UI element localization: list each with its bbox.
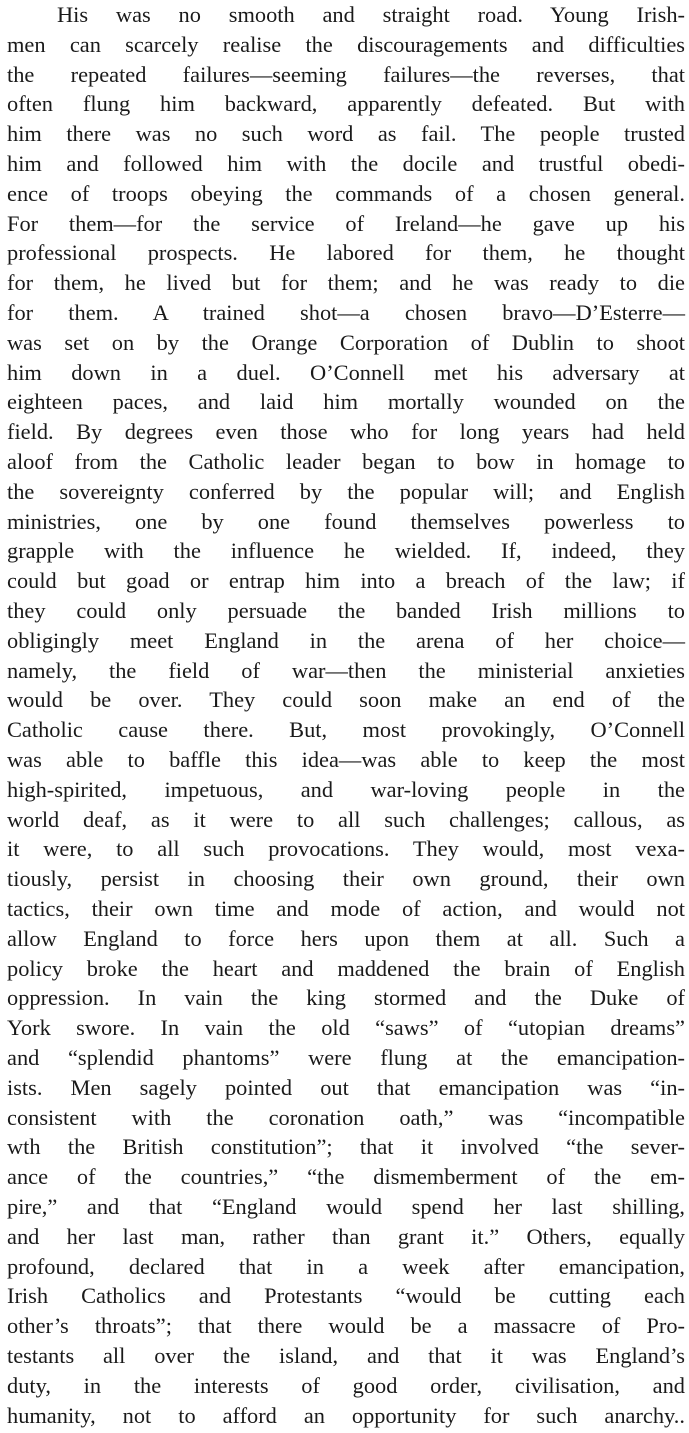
text-line: testants all over the island, and that it was England’s bbox=[7, 1343, 685, 1368]
text-line: For them—for the service of Ireland—he gave up his bbox=[7, 210, 685, 236]
text-line: world deaf, as it were to all such challenges; callous, as bbox=[7, 806, 685, 832]
text-line: York swore. In vain the old “saws” of “utopian dreams” bbox=[7, 1015, 685, 1041]
text-line: Irish Catholics and Protestants “would be cutting each bbox=[7, 1283, 685, 1309]
text-line: allow England to force hers upon them at all. Such a bbox=[7, 925, 685, 951]
text-line: policy broke the heart and maddened the brain of English bbox=[7, 955, 685, 981]
text-line: Catholic cause there. But, most provokingly, O’Connell bbox=[7, 717, 685, 743]
text-line: the sovereignty conferred by the popular will; and English bbox=[7, 478, 685, 504]
text-line: grapple with the influence he wielded. If, indeed, they bbox=[7, 538, 685, 564]
text-line: would be over. They could soon make an end of the bbox=[7, 687, 685, 713]
text-line: ists. Men sagely pointed out that emancipation was “in- bbox=[7, 1074, 685, 1100]
text-line: for them, he lived but for them; and he was ready to die bbox=[7, 270, 685, 296]
text-line: and her last man, rather than grant it.” Others, equally bbox=[7, 1223, 685, 1249]
text-line: men can scarcely realise the discouragements and difficulties bbox=[7, 31, 685, 57]
text-line: wth the British constitution”; that it involved “the sever- bbox=[7, 1134, 685, 1160]
text-line: was able to baffle this idea—was able to keep the most bbox=[7, 747, 685, 772]
text-line: profound, declared that in a week after emancipation, bbox=[7, 1253, 685, 1279]
text-line: eighteen paces, and laid him mortally wounded on the bbox=[7, 389, 685, 415]
text-line: him there was no such word as fail. The people trusted bbox=[7, 121, 685, 147]
text-line: high-spirited, impetuous, and war-loving people in the bbox=[7, 776, 685, 802]
text-line: tactics, their own time and mode of action, and would not bbox=[7, 896, 685, 921]
text-line: His was no smooth and straight road. Young Irish- bbox=[57, 2, 685, 27]
text-line: aloof from the Catholic leader began to bow in homage to bbox=[7, 449, 685, 474]
text-line: field. By degrees even those who for long years had held bbox=[7, 419, 685, 445]
text-line: ance of the countries,” “the dismemberment of the em- bbox=[7, 1164, 685, 1190]
text-line: for them. A trained shot—a chosen bravo—D’Esterre— bbox=[7, 300, 685, 325]
text-line: tiously, persist in choosing their own ground, their own bbox=[7, 866, 685, 892]
text-line: was set on by the Orange Corporation of Dublin to shoot bbox=[7, 329, 685, 355]
text-line: could but goad or entrap him into a breach of the law; if bbox=[7, 568, 685, 594]
text-line: ministries, one by one found themselves powerless to bbox=[7, 508, 685, 534]
text-line: professional prospects. He labored for them, he thought bbox=[7, 240, 685, 266]
text-line: often flung him backward, apparently defeated. But with bbox=[7, 91, 685, 117]
document-page bbox=[7, 0, 685, 1433]
text-line: pire,” and that “England would spend her last shilling, bbox=[7, 1194, 685, 1219]
text-line: consistent with the coronation oath,” was “incompatible bbox=[7, 1104, 685, 1130]
text-line: and “splendid phantoms” were flung at the emancipation- bbox=[7, 1045, 685, 1070]
text-line: oppression. In vain the king stormed and the Duke of bbox=[7, 985, 685, 1011]
text-line: the repeated failures—seeming failures—the reverses, that bbox=[7, 61, 685, 87]
text-line: ence of troops obeying the commands of a chosen general. bbox=[7, 180, 685, 206]
text-line: namely, the field of war—then the ministerial anxieties bbox=[7, 657, 685, 683]
text-line: obligingly meet England in the arena of her choice— bbox=[7, 627, 685, 653]
text-line: duty, in the interests of good order, civilisation, and bbox=[7, 1372, 685, 1398]
text-line: other’s throats”; that there would be a massacre of Pro- bbox=[7, 1313, 685, 1339]
text-line: they could only persuade the banded Irish millions to bbox=[7, 598, 685, 623]
text-line: him and followed him with the docile and trustful obedi- bbox=[7, 151, 685, 176]
text-line: humanity, not to afford an opportunity for such anarchy.. bbox=[7, 1402, 685, 1428]
text-line: him down in a duel. O’Connell met his adversary at bbox=[7, 359, 685, 385]
text-line: it were, to all such provocations. They would, most vexa- bbox=[7, 836, 685, 862]
